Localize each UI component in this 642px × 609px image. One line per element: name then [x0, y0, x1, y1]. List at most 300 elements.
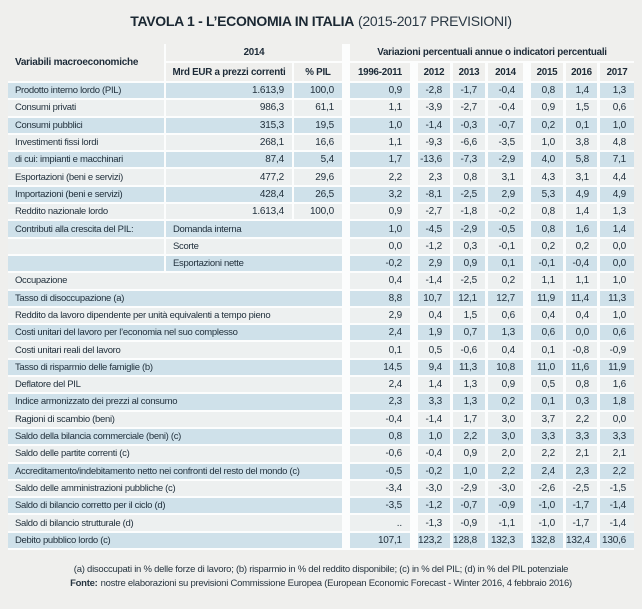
column-gap — [342, 412, 350, 429]
value-2015: -2,6 — [531, 481, 566, 498]
value-2012: 2,9 — [418, 256, 453, 273]
header-year-2014: 2014 — [488, 63, 523, 83]
value-2016: 0,4 — [566, 308, 600, 325]
column-gap — [342, 44, 350, 83]
row-label: Accreditamento/indebitamento netto nei confronti del resto del mondo (c) — [8, 464, 342, 481]
value-pct-pil: 100,0 — [294, 204, 342, 221]
value-2014: 132,3 — [488, 533, 523, 550]
column-gap — [523, 221, 531, 238]
value-2012: 1,9 — [418, 325, 453, 342]
value-2016: 0,1 — [566, 118, 600, 135]
value-mrd-eur: 986,3 — [166, 100, 294, 117]
column-gap — [410, 533, 418, 550]
value-2013: 0,8 — [453, 169, 488, 186]
header-group-variazioni: Variazioni percentuali annue o indicatori percentuali — [350, 44, 634, 63]
value-1996-2011: .. — [350, 515, 410, 532]
column-gap — [410, 291, 418, 308]
column-gap — [342, 273, 350, 290]
column-gap — [410, 342, 418, 359]
value-2013: -7,3 — [453, 152, 488, 169]
value-2016: 1,6 — [566, 221, 600, 238]
value-2015: 4,0 — [531, 152, 566, 169]
value-2013: 1,3 — [453, 394, 488, 411]
table-row — [8, 464, 634, 481]
value-2014: 12,7 — [488, 291, 523, 308]
value-2013: 12,1 — [453, 291, 488, 308]
value-1996-2011: 1,7 — [350, 152, 410, 169]
column-gap — [523, 256, 531, 273]
column-gap — [410, 135, 418, 152]
value-1996-2011: 3,2 — [350, 187, 410, 204]
column-gap — [342, 377, 350, 394]
value-2017: 0,0 — [600, 412, 634, 429]
column-gap — [410, 394, 418, 411]
column-gap — [523, 342, 531, 359]
value-2017: 2,2 — [600, 464, 634, 481]
value-mrd-eur: 428,4 — [166, 187, 294, 204]
value-1996-2011: 2,3 — [350, 394, 410, 411]
value-1996-2011: 0,0 — [350, 239, 410, 256]
column-gap — [342, 360, 350, 377]
value-2015: 4,3 — [531, 169, 566, 186]
value-2017: 1,8 — [600, 394, 634, 411]
value-2016: 3,1 — [566, 169, 600, 186]
value-2016: 11,4 — [566, 291, 600, 308]
row-label: Saldo di bilancio corretto per il ciclo (d) — [8, 498, 342, 515]
value-2016: 2,2 — [566, 412, 600, 429]
value-2013: -2,5 — [453, 187, 488, 204]
column-gap — [523, 83, 531, 100]
value-1996-2011: 0,9 — [350, 83, 410, 100]
value-2014: 0,6 — [488, 308, 523, 325]
column-gap — [410, 239, 418, 256]
table-row — [8, 325, 634, 342]
value-2014: -0,4 — [488, 83, 523, 100]
value-2013: 0,7 — [453, 325, 488, 342]
column-gap — [410, 308, 418, 325]
column-gap — [410, 377, 418, 394]
value-2012: 10,7 — [418, 291, 453, 308]
table-row — [8, 481, 634, 498]
value-2016: 1,4 — [566, 83, 600, 100]
column-gap — [410, 100, 418, 117]
column-gap — [410, 360, 418, 377]
column-gap — [523, 100, 531, 117]
value-2016: -1,7 — [566, 498, 600, 515]
value-2016: 0,3 — [566, 394, 600, 411]
value-2014: 10,8 — [488, 360, 523, 377]
value-2014: -0,5 — [488, 221, 523, 238]
table-row — [8, 515, 634, 532]
column-gap — [410, 412, 418, 429]
value-2015: 3,3 — [531, 429, 566, 446]
value-2014: -3,0 — [488, 481, 523, 498]
value-2012: 9,4 — [418, 360, 453, 377]
value-2014: 0,1 — [488, 256, 523, 273]
row-label: Saldo della bilancia commerciale (beni) (c) — [8, 429, 342, 446]
footnote-abbreviations: (a) disoccupati in % delle forze di lavoro; (b) risparmio in % del reddito disponibile; (c) in % del PIL; (d) in % del PIL potenziale — [73, 564, 569, 576]
value-2013: -2,5 — [453, 273, 488, 290]
value-2016: 2,3 — [566, 464, 600, 481]
value-2013: 0,3 — [453, 239, 488, 256]
footnotes — [0, 563, 642, 591]
value-2012: 2,3 — [418, 169, 453, 186]
column-gap — [342, 515, 350, 532]
value-1996-2011: 1,0 — [350, 118, 410, 135]
row-label: Reddito nazionale lordo — [8, 204, 166, 221]
row-label: Ragioni di scambio (beni) — [8, 412, 342, 429]
value-1996-2011: 107,1 — [350, 533, 410, 550]
header-year-2016: 2016 — [566, 63, 600, 83]
table-row — [8, 204, 634, 221]
value-2016: -2,5 — [566, 481, 600, 498]
value-2015: 132,8 — [531, 533, 566, 550]
value-2012: -1,4 — [418, 273, 453, 290]
column-gap — [410, 498, 418, 515]
value-2017: 3,3 — [600, 429, 634, 446]
table-row — [8, 308, 634, 325]
value-2013: 1,5 — [453, 308, 488, 325]
value-1996-2011: 0,9 — [350, 204, 410, 221]
value-pct-pil: 19,5 — [294, 118, 342, 135]
value-2017: 2,1 — [600, 446, 634, 463]
value-2012: -0,4 — [418, 446, 453, 463]
column-gap — [342, 533, 350, 550]
table-row — [8, 377, 634, 394]
header-year-2013: 2013 — [453, 63, 488, 83]
value-2017: 1,4 — [600, 221, 634, 238]
value-2014: 0,9 — [488, 377, 523, 394]
header-year-1996-2011: 1996-2011 — [350, 63, 410, 83]
row-label: Saldo di bilancio strutturale (d) — [8, 515, 342, 532]
value-2017: 1,3 — [600, 204, 634, 221]
value-2012: -0,2 — [418, 464, 453, 481]
value-2017: 11,3 — [600, 291, 634, 308]
value-2015: 0,2 — [531, 239, 566, 256]
value-2014: 0,4 — [488, 342, 523, 359]
value-2013: -2,7 — [453, 100, 488, 117]
value-2014: -0,9 — [488, 498, 523, 515]
value-2015: 5,3 — [531, 187, 566, 204]
column-gap — [523, 515, 531, 532]
row-label: Esportazioni (beni e servizi) — [8, 169, 166, 186]
row-label: di cui: impianti e macchinari — [8, 152, 166, 169]
value-2015: 0,8 — [531, 204, 566, 221]
column-gap — [342, 169, 350, 186]
table-row — [8, 412, 634, 429]
row-label: Deflatore del PIL — [8, 377, 342, 394]
value-2013: 11,3 — [453, 360, 488, 377]
column-gap — [342, 83, 350, 100]
value-1996-2011: 0,1 — [350, 342, 410, 359]
value-2017: 7,1 — [600, 152, 634, 169]
value-pct-pil: 61,1 — [294, 100, 342, 117]
value-2016: -0,4 — [566, 256, 600, 273]
value-2017: -1,4 — [600, 515, 634, 532]
title-main: TAVOLA 1 - L’ECONOMIA IN ITALIA — [130, 13, 355, 29]
column-gap — [523, 377, 531, 394]
column-gap — [523, 273, 531, 290]
value-2015: 0,8 — [531, 83, 566, 100]
table-row — [8, 83, 634, 100]
value-2014: 3,0 — [488, 429, 523, 446]
table-row — [8, 152, 634, 169]
column-gap — [410, 256, 418, 273]
column-gap — [523, 239, 531, 256]
value-2016: 5,8 — [566, 152, 600, 169]
row-label: Contributi alla crescita del PIL: — [8, 221, 166, 238]
value-2015: 2,4 — [531, 464, 566, 481]
row-label: Consumi privati — [8, 100, 166, 117]
value-2015: 3,7 — [531, 412, 566, 429]
table-row — [8, 429, 634, 446]
row-label: Tasso di disoccupazione (a) — [8, 291, 342, 308]
value-2015: 1,0 — [531, 135, 566, 152]
value-2013: 2,2 — [453, 429, 488, 446]
column-gap — [410, 446, 418, 463]
value-1996-2011: -0,5 — [350, 464, 410, 481]
column-gap — [523, 429, 531, 446]
value-2012: -1,3 — [418, 515, 453, 532]
value-2013: -1,7 — [453, 83, 488, 100]
row-sublabel: Domanda interna — [166, 221, 342, 238]
value-2013: 0,9 — [453, 256, 488, 273]
table-row — [8, 360, 634, 377]
column-gap — [523, 533, 531, 550]
header-year-2017: 2017 — [600, 63, 634, 83]
table-row — [8, 169, 634, 186]
value-2017: 0,6 — [600, 325, 634, 342]
column-gap — [342, 204, 350, 221]
row-label: Costi unitari del lavoro per l’economia nel suo complesso — [8, 325, 342, 342]
column-gap — [410, 464, 418, 481]
row-sublabel: Esportazioni nette — [166, 256, 342, 273]
column-gap — [342, 498, 350, 515]
column-gap — [523, 135, 531, 152]
column-gap — [523, 481, 531, 498]
column-gap — [342, 118, 350, 135]
value-2014: 0,2 — [488, 394, 523, 411]
value-1996-2011: 2,4 — [350, 377, 410, 394]
column-gap — [523, 169, 531, 186]
value-2013: 128,8 — [453, 533, 488, 550]
column-gap — [523, 118, 531, 135]
value-2015: 0,1 — [531, 394, 566, 411]
table-row — [8, 394, 634, 411]
table-row — [8, 291, 634, 308]
value-mrd-eur: 87,4 — [166, 152, 294, 169]
value-2012: 0,5 — [418, 342, 453, 359]
column-gap — [523, 325, 531, 342]
row-label: Indice armonizzato dei prezzi al consumo — [8, 394, 342, 411]
row-label: Occupazione — [8, 273, 342, 290]
value-1996-2011: -0,6 — [350, 446, 410, 463]
value-1996-2011: 2,9 — [350, 308, 410, 325]
value-2014: 0,2 — [488, 273, 523, 290]
value-2012: -2,7 — [418, 204, 453, 221]
column-gap — [342, 481, 350, 498]
table-row — [8, 187, 634, 204]
footnote-source-text: nostre elaborazioni su previsioni Commissione Europea (European Economic Forecast - Winter 2016, 4 febbraio 2016) — [100, 578, 572, 590]
value-2013: -0,3 — [453, 118, 488, 135]
value-mrd-eur: 315,3 — [166, 118, 294, 135]
value-2014: 1,3 — [488, 325, 523, 342]
row-label: Prodotto interno lordo (PIL) — [8, 83, 166, 100]
value-pct-pil: 16,6 — [294, 135, 342, 152]
value-2017: 0,0 — [600, 256, 634, 273]
value-2012: -3,9 — [418, 100, 453, 117]
column-gap — [410, 187, 418, 204]
value-2017: -1,4 — [600, 498, 634, 515]
header-year-2012: 2012 — [418, 63, 453, 83]
table-row — [8, 533, 634, 550]
page-title — [0, 0, 642, 33]
column-gap — [523, 308, 531, 325]
footnote-source-label: Fonte: — [70, 578, 98, 590]
value-2012: 123,2 — [418, 533, 453, 550]
value-2014: 2,2 — [488, 464, 523, 481]
column-gap — [342, 291, 350, 308]
value-2012: 3,3 — [418, 394, 453, 411]
column-gap — [342, 394, 350, 411]
value-2015: 0,6 — [531, 325, 566, 342]
column-gap — [342, 308, 350, 325]
value-1996-2011: 1,0 — [350, 221, 410, 238]
value-2014: -0,4 — [488, 100, 523, 117]
value-2012: -9,3 — [418, 135, 453, 152]
value-2017: 4,8 — [600, 135, 634, 152]
value-1996-2011: -3,5 — [350, 498, 410, 515]
value-2016: 3,8 — [566, 135, 600, 152]
value-1996-2011: 8,8 — [350, 291, 410, 308]
value-2013: 0,9 — [453, 446, 488, 463]
column-gap — [410, 204, 418, 221]
column-gap — [410, 429, 418, 446]
value-2015: 0,1 — [531, 342, 566, 359]
value-mrd-eur: 477,2 — [166, 169, 294, 186]
value-1996-2011: -3,4 — [350, 481, 410, 498]
column-gap — [342, 152, 350, 169]
value-2016: 1,4 — [566, 204, 600, 221]
row-label: Consumi pubblici — [8, 118, 166, 135]
value-2013: -0,6 — [453, 342, 488, 359]
value-1996-2011: 14,5 — [350, 360, 410, 377]
column-gap — [523, 446, 531, 463]
column-gap — [523, 412, 531, 429]
value-2015: 1,1 — [531, 273, 566, 290]
value-2012: 0,4 — [418, 308, 453, 325]
value-2014: -2,9 — [488, 152, 523, 169]
value-2017: 1,0 — [600, 118, 634, 135]
value-2013: 1,3 — [453, 377, 488, 394]
value-2015: 11,9 — [531, 291, 566, 308]
value-2014: 2,0 — [488, 446, 523, 463]
column-gap — [342, 100, 350, 117]
value-2014: -0,1 — [488, 239, 523, 256]
value-2012: 1,4 — [418, 377, 453, 394]
column-gap — [342, 187, 350, 204]
table-row — [8, 273, 634, 290]
value-1996-2011: 0,4 — [350, 273, 410, 290]
column-gap — [523, 187, 531, 204]
column-gap — [523, 498, 531, 515]
table-row — [8, 498, 634, 515]
value-2017: 1,0 — [600, 308, 634, 325]
column-gap — [523, 394, 531, 411]
value-2017: 1,3 — [600, 83, 634, 100]
value-2016: 1,5 — [566, 100, 600, 117]
value-2015: 0,9 — [531, 100, 566, 117]
table-row — [8, 342, 634, 359]
value-2016: 2,1 — [566, 446, 600, 463]
value-2016: 0,8 — [566, 377, 600, 394]
value-2017: -1,5 — [600, 481, 634, 498]
value-mrd-eur: 268,1 — [166, 135, 294, 152]
value-2015: 0,4 — [531, 308, 566, 325]
value-2012: -3,0 — [418, 481, 453, 498]
value-2016: 3,3 — [566, 429, 600, 446]
row-label: Saldo delle partite correnti (c) — [8, 446, 342, 463]
column-gap — [342, 135, 350, 152]
value-2013: 1,0 — [453, 464, 488, 481]
value-2016: -0,8 — [566, 342, 600, 359]
value-2012: -1,4 — [418, 412, 453, 429]
column-gap — [410, 273, 418, 290]
value-2017: 4,4 — [600, 169, 634, 186]
value-2017: 4,9 — [600, 187, 634, 204]
column-gap — [410, 325, 418, 342]
column-gap — [523, 204, 531, 221]
row-label: Debito pubblico lordo (c) — [8, 533, 342, 550]
value-2013: 1,7 — [453, 412, 488, 429]
value-2016: 1,1 — [566, 273, 600, 290]
value-2017: 1,0 — [600, 273, 634, 290]
value-1996-2011: 1,1 — [350, 135, 410, 152]
value-2013: -6,6 — [453, 135, 488, 152]
header-year-2015: 2015 — [531, 63, 566, 83]
value-2012: -1,4 — [418, 118, 453, 135]
table-header — [8, 44, 634, 83]
value-2012: -1,2 — [418, 498, 453, 515]
column-gap — [410, 63, 418, 83]
column-gap — [523, 63, 531, 83]
value-2015: -1,0 — [531, 515, 566, 532]
value-2015: 0,8 — [531, 221, 566, 238]
value-mrd-eur: 1.613,4 — [166, 204, 294, 221]
table-row — [8, 446, 634, 463]
header-col-pct-pil: % PIL — [294, 63, 342, 83]
table-row — [8, 221, 634, 238]
column-gap — [342, 325, 350, 342]
row-label: Tasso di risparmio delle famiglie (b) — [8, 360, 342, 377]
column-gap — [410, 481, 418, 498]
value-2014: -0,2 — [488, 204, 523, 221]
table-row — [8, 118, 634, 135]
column-gap — [342, 256, 350, 273]
value-2014: -0,7 — [488, 118, 523, 135]
value-pct-pil: 5,4 — [294, 152, 342, 169]
value-2014: -1,1 — [488, 515, 523, 532]
table-row — [8, 135, 634, 152]
column-gap — [342, 239, 350, 256]
header-col-mrd-eur: Mrd EUR a prezzi correnti — [166, 63, 294, 83]
header-variables: Variabili macroeconomiche — [8, 44, 166, 83]
value-1996-2011: 0,8 — [350, 429, 410, 446]
macroeconomic-table — [8, 44, 634, 550]
value-2016: 132,4 — [566, 533, 600, 550]
value-2014: 3,1 — [488, 169, 523, 186]
value-2016: 4,9 — [566, 187, 600, 204]
